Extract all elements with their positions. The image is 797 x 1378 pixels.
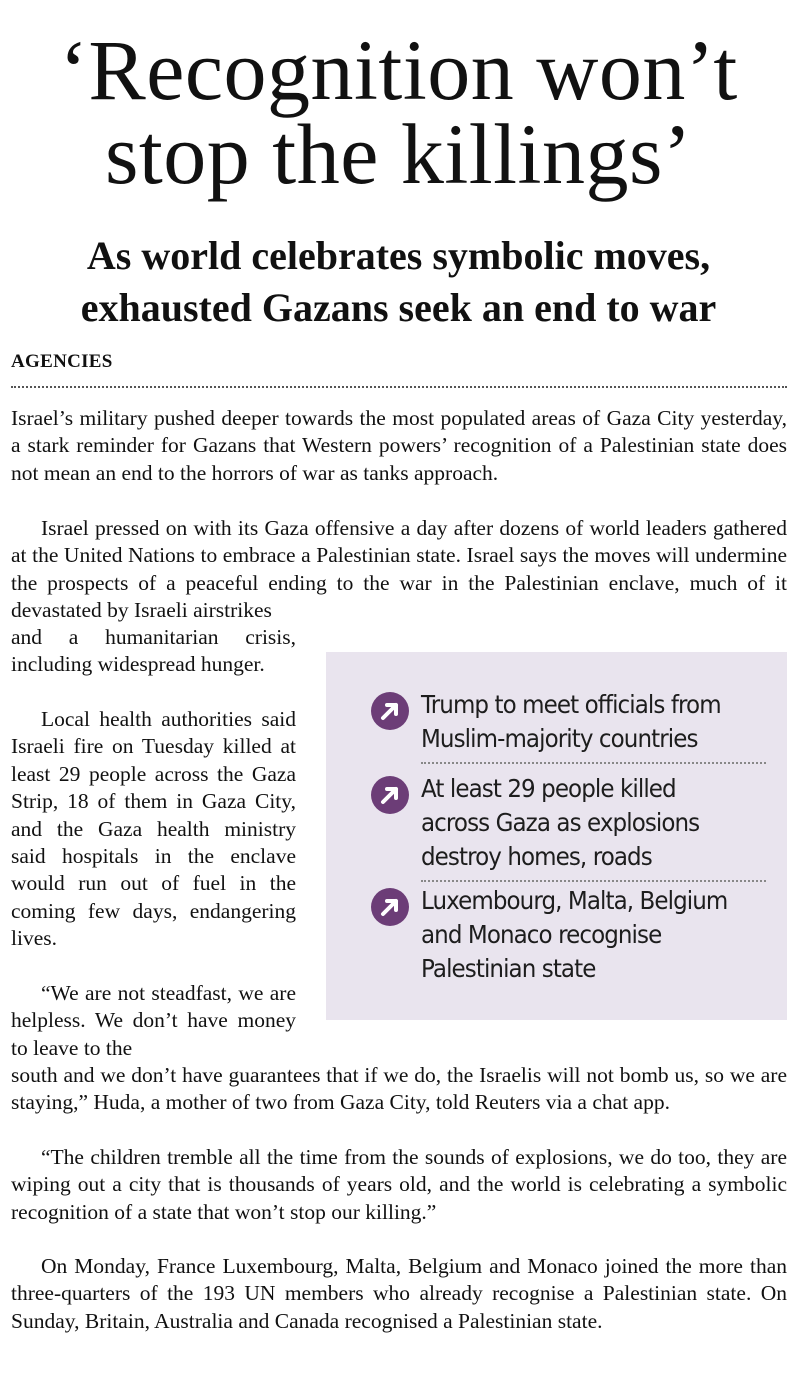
byline: AGENCIES [11,351,113,372]
headline: ‘Recognition won’t stop the killings’ [59,22,738,202]
paragraph-6: On Monday, France Luxembourg, Malta, Belgium and Monaco joined the more than three-quarters of the 193 UN members who already recognise a Palestinian state. On Sunday, Britain, Australia and Canada recognised a Palestinian state. [11,1254,787,1333]
arrow-up-right-icon [371,692,409,730]
paragraph-2-continued: and a humanitarian crisis, including widespread hunger. [11,625,296,677]
paragraph-4b: south and we don’t have guarantees that if we do, the Israelis will not bomb us, so we are staying,” Huda, a mother of two from Gaza City, told Reuters via a chat app. [11,1063,787,1115]
arrow-up-right-icon [371,776,409,814]
highlight-divider [421,762,766,764]
paragraph-4a: “We are not steadfast, we are helpless. We don’t have money to leave to the [11,981,296,1060]
paragraph-2: Israel pressed on with its Gaza offensive a day after dozens of world leaders gathered at the United Nations to embrace a Palestinian state. Israel says the moves will undermine the prospects of a peaceful ending to the war in the Palestinian enclave, much of it devastated by Israeli airstrikes [11,516,787,623]
subheadline: As world celebrates symbolic moves, exhausted Gazans seek an end to war [80,233,717,330]
highlight-text: Trump to meet officials from Muslim-majority countries [421,690,721,753]
paragraph-5: “The children tremble all the time from the sounds of explosions, we do too, they are wiping out a city that is thousands of years old, and the world is celebrating a symbolic recognition of a state that won’t stop our killing.” [11,1145,787,1224]
highlight-divider [421,880,766,882]
highlights-box [326,652,787,1020]
paragraph-1: Israel’s military pushed deeper towards the most populated areas of Gaza City yesterday, a stark reminder for Gazans that Western powers’ recognition of a Palestinian state does not mean an end to the horrors of war as tanks approach. [11,406,787,485]
highlight-text: Luxembourg, Malta, Belgium and Monaco recognise Palestinian state [421,886,728,983]
byline-divider [11,386,787,388]
paragraph-3: Local health authorities said Israeli fire on Tuesday killed at least 29 people across the Gaza Strip, 18 of them in Gaza City, and the Gaza health ministry said hospitals in the enclave would run out of fuel in the coming few days, endangering lives. [11,707,296,951]
arrow-up-right-icon [371,888,409,926]
highlight-text: At least 29 people killed across Gaza as explosions destroy homes, roads [421,774,700,871]
